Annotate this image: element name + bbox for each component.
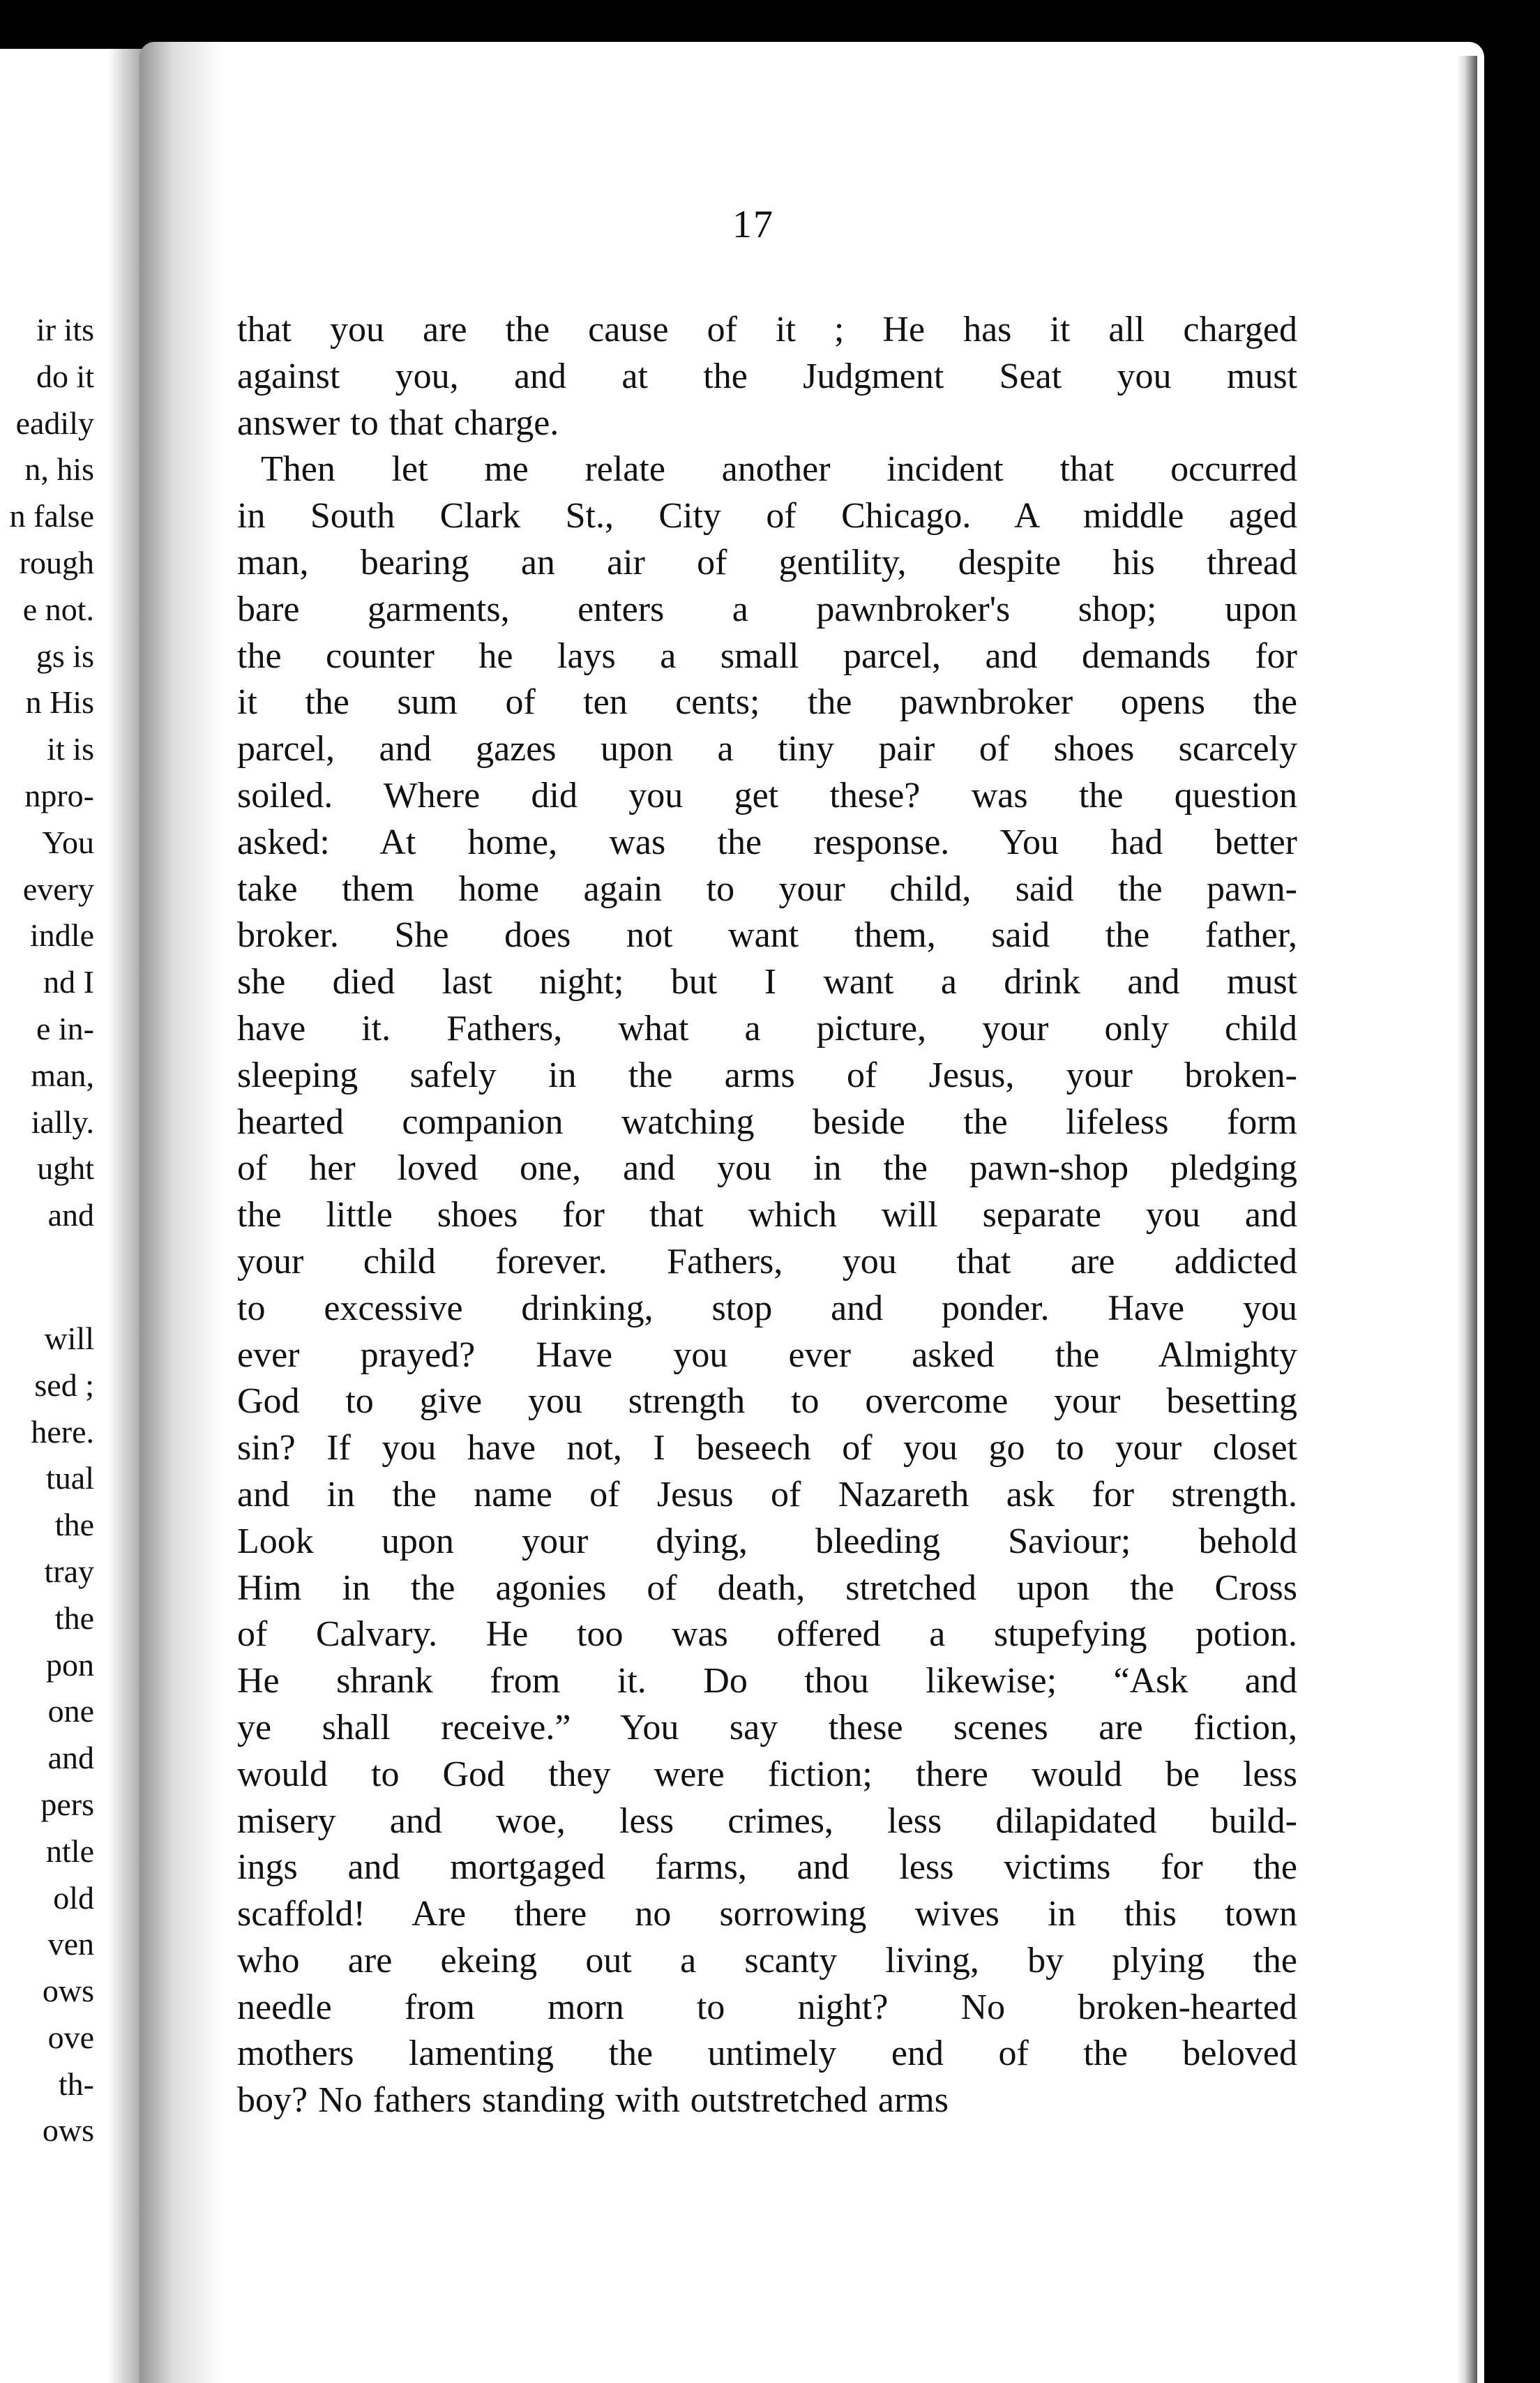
facing-page-fragment: pon	[46, 1646, 94, 1683]
facing-page-fragment: will	[44, 1320, 94, 1356]
facing-page-fragment: indle	[30, 917, 94, 954]
text-line: sin? If you have not, I beseech of you go to your closet	[237, 1428, 1297, 1468]
body-text	[237, 307, 1297, 2124]
facing-page-fragment: and	[47, 1197, 94, 1233]
facing-page-fragment: gs is	[36, 638, 94, 674]
facing-page-fragment: tual	[46, 1460, 94, 1496]
facing-page-fragment: ows	[42, 1973, 94, 2009]
facing-page-fragment: ven	[47, 1926, 94, 1962]
facing-page-fragment: ially.	[31, 1104, 94, 1140]
facing-page-fragment: n, his	[24, 451, 94, 488]
text-line: God to give you strength to overcome your besetting	[237, 1381, 1297, 1422]
facing-page-fragment: e not.	[22, 591, 94, 627]
facing-page-fragment: the	[54, 1507, 94, 1543]
text-line: broker. She does not want them, said the father,	[237, 915, 1297, 956]
text-line: take them home again to your child, said the pawn-	[237, 869, 1297, 909]
text-line: hearted companion watching beside the lifeless form	[237, 1102, 1297, 1142]
facing-page-fragment: sed ;	[34, 1367, 94, 1403]
facing-page-text	[0, 307, 94, 2154]
facing-page-fragment	[0, 1239, 94, 1316]
text-line: it the sum of ten cents; the pawnbroker opens the	[237, 682, 1297, 723]
text-line: asked: At home, was the response. You had better	[237, 822, 1297, 862]
facing-page-fragment: eadily	[15, 405, 94, 441]
facing-page-fragment: npro-	[24, 777, 94, 813]
facing-page-fragment: n His	[25, 684, 94, 721]
facing-page-fragment: n false	[9, 498, 94, 534]
text-line: answer to that charge.	[237, 403, 559, 443]
text-line: ye shall receive.” You say these scenes are fiction,	[237, 1707, 1297, 1747]
text-line: ever prayed? Have you ever asked the Almighty	[237, 1335, 1297, 1375]
facing-page-fragment: it is	[47, 731, 94, 767]
text-line: the little shoes for that which will separate you and	[237, 1195, 1297, 1235]
text-line: in South Clark St., City of Chicago. A middle aged	[237, 496, 1297, 536]
text-line: have it. Fathers, what a picture, your only child	[237, 1008, 1297, 1048]
text-line: she died last night; but I want a drink and must	[237, 962, 1297, 1002]
text-line: of Calvary. He too was offered a stupefying potion.	[237, 1614, 1297, 1655]
text-line: Him in the agonies of death, stretched upon the Cross	[237, 1568, 1297, 1608]
facing-page-fragment: and	[47, 1740, 94, 1776]
facing-page-fragment: ove	[47, 2019, 94, 2055]
facing-page-fragment: the	[54, 1600, 94, 1636]
text-line: of her loved one, and you in the pawn-shop pledging	[237, 1148, 1297, 1189]
text-line: boy? No fathers standing with outstretched arms	[237, 2080, 949, 2121]
facing-page-fragment: th-	[58, 2066, 94, 2102]
text-line: sleeping safely in the arms of Jesus, your broken-	[237, 1055, 1297, 1095]
facing-page-fragment: ir its	[36, 312, 94, 347]
text-line: would to God they were fiction; there would be less	[237, 1754, 1297, 1794]
text-line: ings and mortgaged farms, and less victims for the	[237, 1847, 1297, 1888]
page-curl-shadow	[139, 42, 223, 2383]
facing-page-fragment: man,	[31, 1057, 94, 1093]
facing-page-fragment: old	[53, 1879, 94, 1916]
facing-page-edge	[0, 49, 157, 2383]
text-line: mothers lamenting the untimely end of the beloved	[237, 2034, 1297, 2074]
text-line: against you, and at the Judgment Seat you must	[237, 356, 1297, 396]
facing-page-fragment: nd I	[43, 964, 94, 1000]
text-line: He shrank from it. Do thou likewise; “Ask and	[237, 1661, 1297, 1701]
text-line: and in the name of Jesus of Nazareth ask for strength.	[237, 1474, 1297, 1514]
text-line: bare garments, enters a pawnbroker's shop; upon	[237, 589, 1297, 629]
text-line: your child forever. Fathers, you that are addicted	[237, 1241, 1297, 1281]
text-line: who are ekeing out a scanty living, by plying the	[237, 1940, 1297, 1980]
text-line: needle from morn to night? No broken-hearted	[237, 1987, 1297, 2027]
facing-page-fragment: You	[42, 824, 94, 860]
facing-page-fragment: rough	[19, 544, 94, 580]
facing-page-fragment: e in-	[36, 1010, 94, 1046]
text-line: scaffold! Are there no sorrowing wives in this town	[237, 1894, 1297, 1934]
text-line: Look upon your dying, bleeding Saviour; behold	[237, 1521, 1297, 1561]
text-line: man, bearing an air of gentility, despite his thread	[237, 542, 1297, 582]
facing-page-fragment: ows	[42, 2112, 94, 2149]
page-number: 17	[732, 203, 774, 246]
facing-page-fragment: ught	[37, 1150, 94, 1187]
facing-page-fragment: do it	[36, 358, 94, 394]
facing-page-fragment: here.	[31, 1413, 94, 1450]
text-line: to excessive drinking, stop and ponder. Have you	[237, 1288, 1297, 1328]
text-line: soiled. Where did you get these? was the question	[237, 775, 1297, 815]
text-line: the counter he lays a small parcel, and demands for	[237, 636, 1297, 676]
text-line: misery and woe, less crimes, less dilapidated build-	[237, 1801, 1297, 1841]
facing-page-fragment: pers	[40, 1786, 94, 1822]
facing-page-fragment: tray	[44, 1553, 94, 1589]
facing-page-fragment: one	[47, 1693, 94, 1729]
text-line: parcel, and gazes upon a tiny pair of shoes scarcely	[237, 729, 1297, 769]
page-edge-right	[1456, 56, 1477, 2383]
facing-page-fragment: every	[22, 871, 94, 907]
text-line: Then let me relate another incident that occurred	[261, 449, 1297, 490]
facing-page-fragment: ntle	[46, 1833, 94, 1869]
text-line: that you are the cause of it ; He has it all charged	[237, 310, 1297, 349]
